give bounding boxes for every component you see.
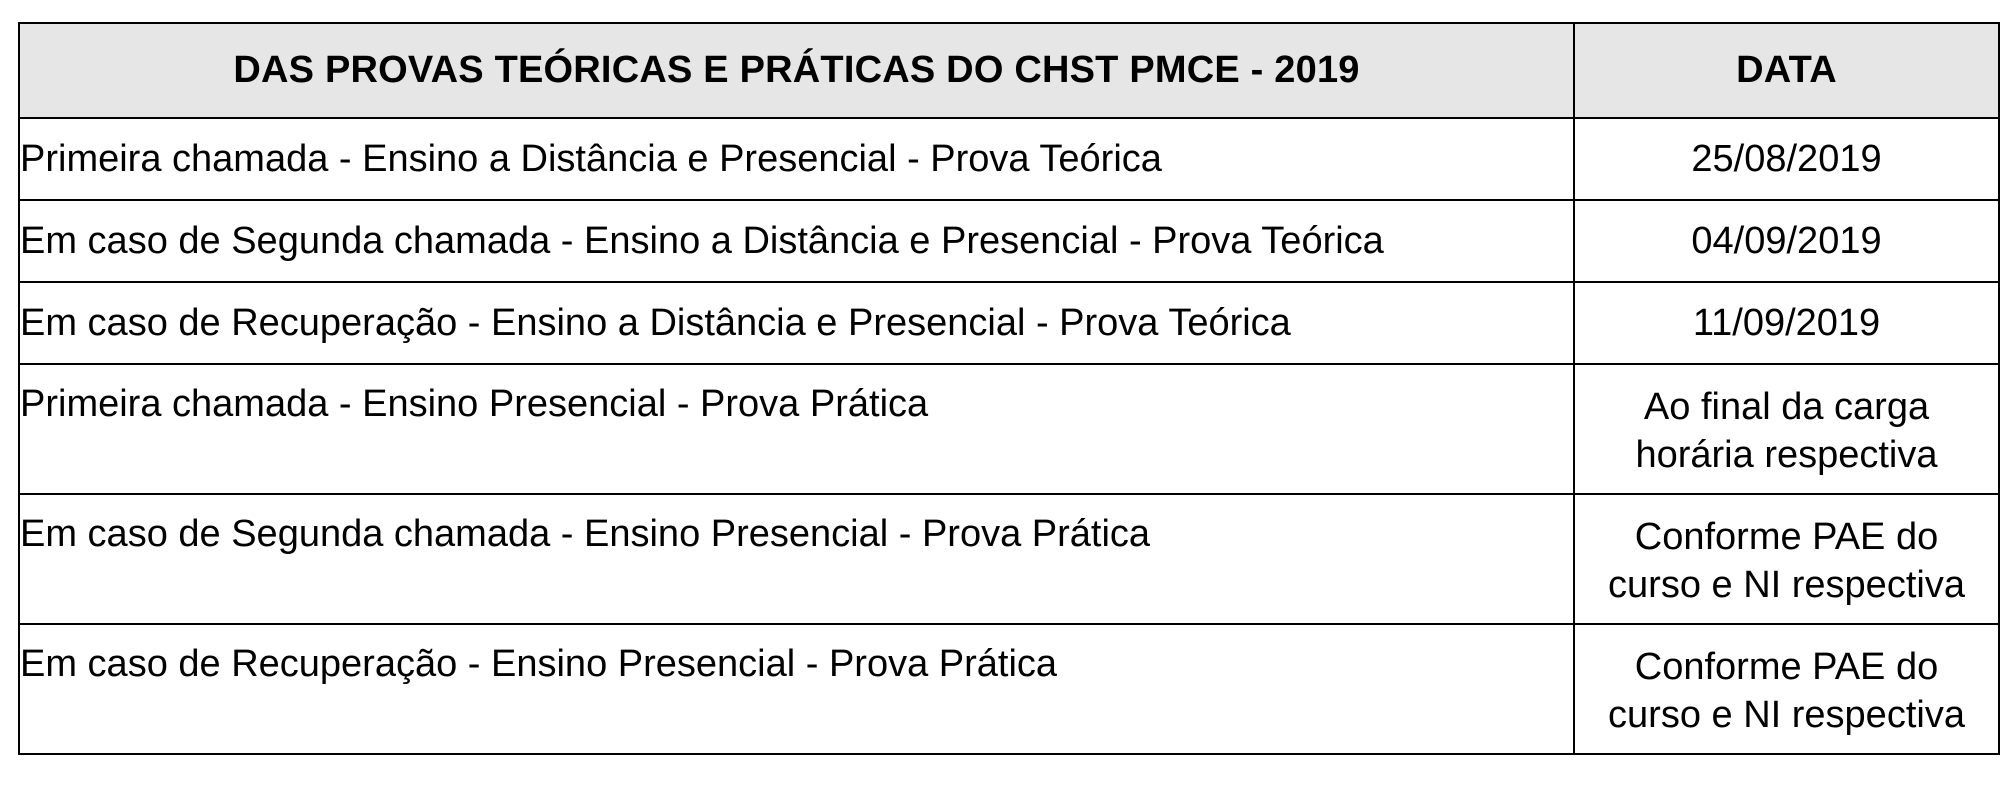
row-date-text: 11/09/2019 — [1692, 301, 1881, 344]
exam-schedule-table — [18, 22, 2000, 755]
row-date — [1574, 364, 1999, 494]
row-description: Primeira chamada - Ensino Presencial - Prova Prática — [19, 364, 1574, 494]
row-date-text: 04/09/2019 — [1691, 219, 1882, 262]
header-description: DAS PROVAS TEÓRICAS E PRÁTICAS DO CHST PMCE - 2019 — [19, 23, 1574, 118]
header-date: DATA — [1574, 23, 1999, 118]
row-date — [1574, 118, 1999, 200]
table-row — [19, 118, 1999, 200]
row-description: Em caso de Segunda chamada - Ensino Presencial - Prova Prática — [19, 494, 1574, 624]
row-description: Primeira chamada - Ensino a Distância e Presencial - Prova Teórica — [19, 118, 1574, 200]
table-row — [19, 364, 1999, 494]
table-row — [19, 494, 1999, 624]
table-row — [19, 624, 1999, 754]
row-date-text: Conforme PAE do curso e NI respectiva — [1608, 516, 1965, 606]
row-date — [1574, 200, 1999, 282]
row-description: Em caso de Recuperação - Ensino a Distância e Presencial - Prova Teórica — [19, 282, 1574, 364]
row-date-text: 25/08/2019 — [1691, 137, 1882, 180]
table-row — [19, 200, 1999, 282]
row-date — [1574, 494, 1999, 624]
table-row — [19, 282, 1999, 364]
row-description: Em caso de Recuperação - Ensino Presencial - Prova Prática — [19, 624, 1574, 754]
row-date — [1574, 282, 1999, 364]
row-date — [1574, 624, 1999, 754]
row-date-text: Ao final da carga horária respectiva — [1635, 386, 1938, 476]
table-header-row — [19, 23, 1999, 118]
row-date-text: Conforme PAE do curso e NI respectiva — [1608, 646, 1965, 736]
row-description: Em caso de Segunda chamada - Ensino a Distância e Presencial - Prova Teórica — [19, 200, 1574, 282]
